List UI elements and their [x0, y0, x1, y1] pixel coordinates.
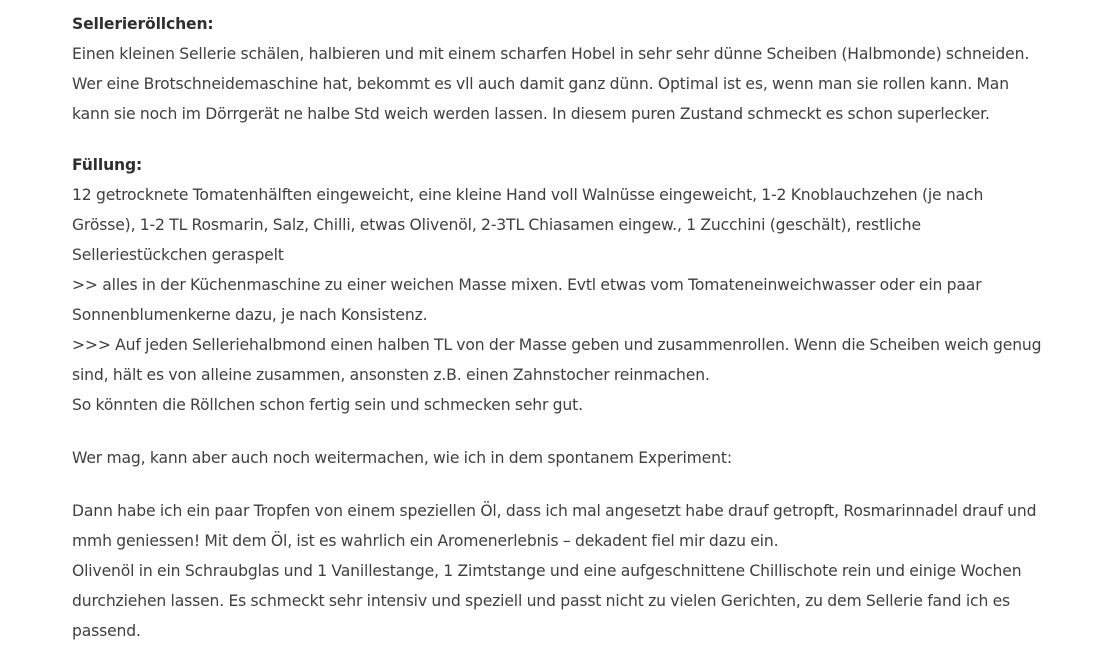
paragraph-line: durchziehen lassen. Es schmeckt sehr intensiv und speziell und passt nicht zu vielen Gerichten, zu dem Sellerie fand ich es	[72, 592, 1010, 610]
paragraph-line: Sonnenblumenkerne dazu, je nach Konsistenz.	[72, 306, 428, 324]
paragraph-line: Einen kleinen Sellerie schälen, halbieren und mit einem scharfen Hobel in sehr sehr dünne Scheiben (Halbmonde) schneiden.	[72, 45, 1030, 63]
paragraph-line: Grösse), 1-2 TL Rosmarin, Salz, Chilli, etwas Olivenöl, 2-3TL Chiasamen eingew., 1 Zucchini (geschält), restliche	[72, 216, 921, 234]
section-fuellung	[72, 150, 1072, 420]
paragraph-line: >>> Auf jeden Selleriehalbmond einen halben TL von der Masse geben und zusammenrollen. Wenn die Scheiben weich genug	[72, 336, 1042, 354]
section-heading: Füllung:	[72, 156, 143, 174]
section-sellerieroellchen	[72, 9, 1072, 129]
section-oel	[72, 496, 1072, 646]
section-weitermachen	[72, 443, 1072, 473]
paragraph-line: Wer mag, kann aber auch noch weitermachen, wie ich in dem spontanem Experiment:	[72, 449, 732, 467]
paragraph-line: >> alles in der Küchenmaschine zu einer weichen Masse mixen. Evtl etwas vom Tomateneinweichwasser oder ein paar	[72, 276, 982, 294]
paragraph-line: Wer eine Brotschneidemaschine hat, bekommt es vll auch damit ganz dünn. Optimal ist es, wenn man sie rollen kann. Man	[72, 75, 1009, 93]
paragraph-line: Selleriestückchen geraspelt	[72, 246, 284, 264]
section-heading: Sellerieröllchen:	[72, 15, 214, 33]
paragraph-line: sind, hält es von alleine zusammen, ansonsten z.B. einen Zahnstocher reinmachen.	[72, 366, 710, 384]
paragraph-line: Olivenöl in ein Schraubglas und 1 Vanillestange, 1 Zimtstange und eine aufgeschnittene Chillischote rein und einige Wochen	[72, 562, 1022, 580]
paragraph-line: 12 getrocknete Tomatenhälften eingeweicht, eine kleine Hand voll Walnüsse eingeweicht, 1-2 Knoblauchzehen (je nach	[72, 186, 984, 204]
paragraph-line: Dann habe ich ein paar Tropfen von einem speziellen Öl, dass ich mal angesetzt habe drauf getropft, Rosmarinnadel drauf und	[72, 502, 1037, 520]
paragraph-line: kann sie noch im Dörrgerät ne halbe Std weich werden lassen. In diesem puren Zustand schmeckt es schon superlecker.	[72, 105, 990, 123]
paragraph-line: mmh geniessen! Mit dem Öl, ist es wahrlich ein Aromenerlebnis – dekadent fiel mir dazu ein.	[72, 532, 779, 550]
recipe-text	[72, 9, 1072, 646]
paragraph-line: passend.	[72, 622, 141, 640]
paragraph-line: So könnten die Röllchen schon fertig sein und schmecken sehr gut.	[72, 396, 583, 414]
